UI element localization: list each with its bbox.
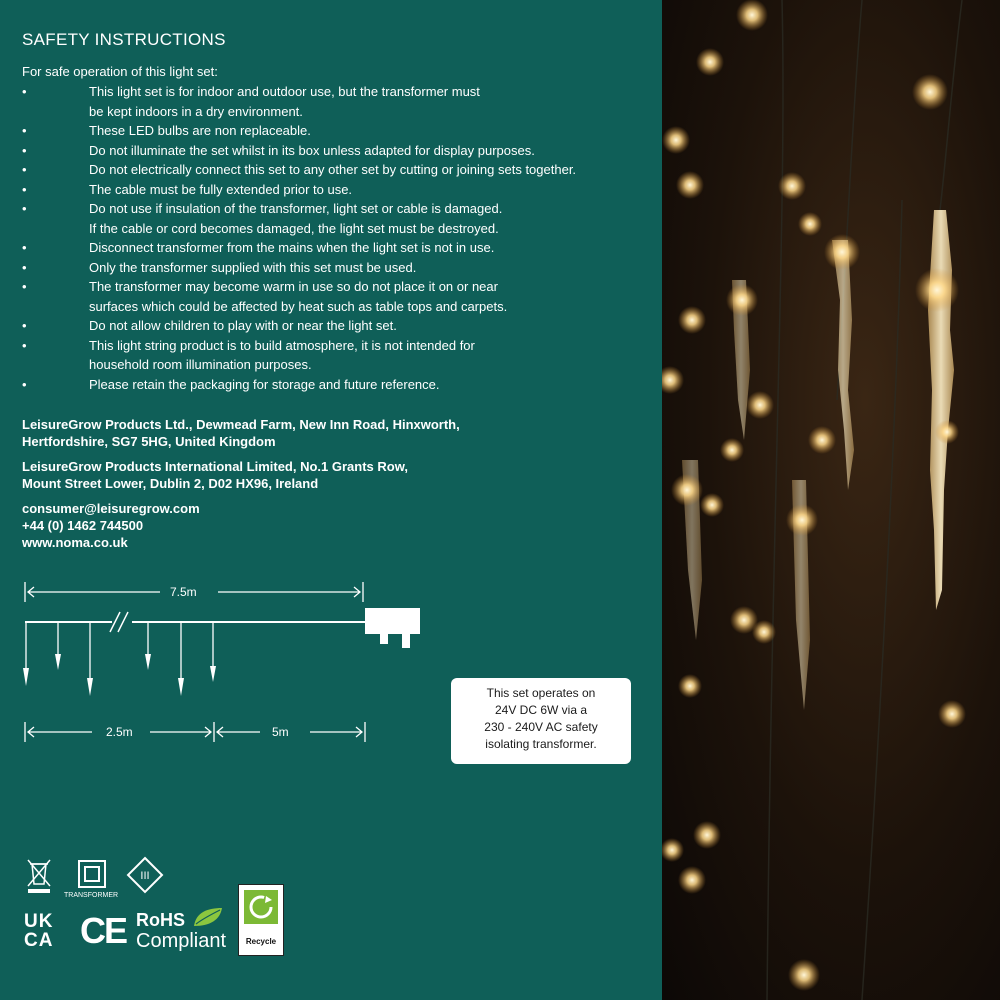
- safety-item-text: Do not allow children to play with or near the light set.: [89, 318, 397, 333]
- dimension-diagram: [20, 572, 430, 752]
- icicle-tip: [55, 654, 61, 670]
- safety-item-text: The transformer may become warm in use so do not place it on or near: [89, 279, 498, 294]
- safety-item-text: Please retain the packaging for storage and future reference.: [89, 376, 440, 392]
- safety-item-text: This light set is for indoor and outdoor use, but the transformer must: [89, 84, 480, 99]
- icicle: [832, 240, 854, 490]
- safety-heading: SAFETY INSTRUCTIONS: [22, 30, 226, 49]
- safety-item: [22, 238, 642, 258]
- safety-transformer-icon: [78, 860, 106, 890]
- leaf-icon: [190, 906, 224, 928]
- class-iii-label: III: [140, 870, 150, 882]
- lead-length-label: 5m: [272, 725, 289, 739]
- icicle-tip: [210, 666, 216, 682]
- bullet: •: [22, 376, 27, 392]
- transformer-plug-icon: [365, 608, 420, 648]
- safety-item-text-cont: surfaces which could be affected by heat such as table tops and carpets.: [89, 298, 508, 314]
- ukca-bottom: CA: [24, 930, 54, 951]
- contact-website: www.noma.co.uk: [22, 535, 128, 550]
- power-info-line: isolating transformer.: [485, 737, 597, 751]
- safety-item-text: Disconnect transformer from the mains when the light set is not in use.: [89, 240, 495, 255]
- safety-item-text: Do not use if insulation of the transformer, light set or cable is damaged.: [89, 201, 503, 216]
- bullet: •: [22, 181, 27, 197]
- contact-email: consumer@leisuregrow.com: [22, 501, 200, 516]
- safety-item: [22, 336, 642, 375]
- safety-item-text-cont: If the cable or cord becomes damaged, the light set must be destroyed.: [89, 220, 499, 236]
- safety-item: [22, 316, 642, 336]
- safety-item-text: These LED bulbs are non replaceable.: [89, 123, 311, 138]
- recycle-label: Recycle: [245, 937, 277, 946]
- bullet: •: [22, 337, 27, 353]
- ukca-mark: [24, 912, 53, 950]
- bullet: •: [22, 142, 27, 158]
- ce-mark: CE: [80, 910, 127, 951]
- icicle-tip: [145, 654, 151, 670]
- safety-item-text: Do not illuminate the set whilst in its box unless adapted for display purposes.: [89, 142, 535, 158]
- safety-item: [22, 121, 642, 141]
- total-length-label: 7.5m: [170, 585, 197, 599]
- bullet: •: [22, 259, 27, 275]
- bullet: •: [22, 123, 27, 138]
- safety-item: [22, 180, 642, 200]
- break-mark: [118, 612, 128, 632]
- safety-item-text-cont: household room illumination purposes.: [89, 357, 312, 372]
- safety-item-text: Do not electrically connect this set to any other set by cutting or joining sets together.: [89, 162, 577, 177]
- icicle-lights-image: [662, 0, 1000, 1000]
- transformer-label: TRANSFORMER: [64, 892, 119, 899]
- safety-item: [22, 375, 642, 395]
- safety-item-text: The cable must be fully extended prior to use.: [89, 181, 353, 197]
- power-info-line: This set operates on: [486, 686, 596, 700]
- safety-item: [22, 277, 642, 316]
- class-iii-icon: [126, 856, 164, 894]
- bullet: •: [22, 279, 27, 294]
- icicle-tip: [178, 678, 184, 696]
- power-info-box: [451, 678, 631, 764]
- safety-list: [22, 82, 642, 394]
- contact-phone: +44 (0) 1462 744500: [22, 518, 144, 533]
- safety-item-text: This light string product is to build atmosphere, it is not intended for: [89, 337, 475, 353]
- weee-bin-icon: [24, 856, 56, 896]
- power-info-line: 24V DC 6W via a: [494, 703, 588, 717]
- icicle-tip: [87, 678, 93, 696]
- safety-intro: For safe operation of this light set:: [22, 64, 218, 79]
- recycle-icon: [244, 890, 278, 924]
- safety-item: [22, 160, 642, 180]
- bullet: •: [22, 162, 27, 177]
- safety-item: [22, 199, 642, 238]
- uk-address-line: Hertfordshire, SG7 5HG, United Kingdom: [22, 434, 276, 449]
- ukca-top: UK: [24, 911, 54, 932]
- ie-address-line: LeisureGrow Products International Limited, No.1 Grants Row,: [22, 459, 408, 474]
- safety-item: [22, 141, 642, 161]
- safety-item: [22, 82, 642, 121]
- uk-address-line: LeisureGrow Products Ltd., Dewmead Farm, New Inn Road, Hinxworth,: [22, 417, 460, 432]
- bullet: •: [22, 84, 27, 99]
- power-info-line: 230 - 240V AC safety: [484, 720, 598, 734]
- lit-length-label: 2.5m: [106, 725, 133, 739]
- contact-block: [22, 500, 200, 551]
- recycle-mark: [238, 884, 284, 956]
- safety-item-text: Only the transformer supplied with this set must be used.: [89, 259, 417, 275]
- safety-item-text-cont: be kept indoors in a dry environment.: [89, 103, 303, 119]
- icicle-lights-photo: [662, 0, 1000, 1000]
- rohs-compliant-label: Compliant: [136, 930, 227, 952]
- rohs-mark: RoHS: [136, 910, 185, 930]
- uk-address: [22, 416, 460, 450]
- bullet: •: [22, 240, 27, 255]
- bullet: •: [22, 201, 27, 216]
- safety-item: [22, 258, 642, 278]
- ie-address: [22, 458, 408, 492]
- ie-address-line: Mount Street Lower, Dublin 2, D02 HX96, Ireland: [22, 476, 319, 491]
- bullet: •: [22, 318, 27, 333]
- icicle-tip: [23, 668, 29, 686]
